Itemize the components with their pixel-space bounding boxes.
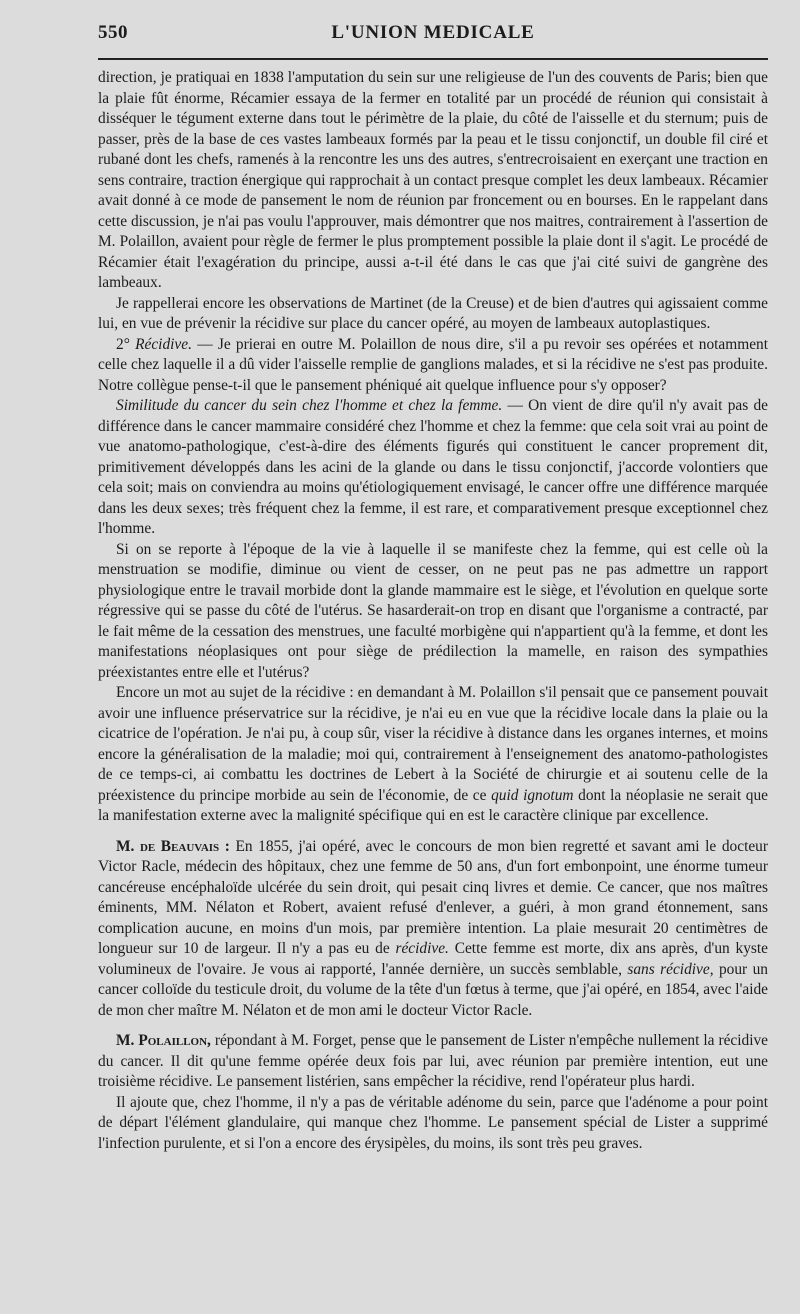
page-header [98,22,768,60]
running-title: L'UNION MEDICALE [331,22,535,43]
section-heading-recidive: Récidive. [135,335,192,353]
section-heading-similitude: Similitude du cancer du sein chez l'homme et chez la femme. [116,397,503,414]
paragraph-5: Si on se reporte à l'époque de la vie à laquelle il se manifeste chez la femme, qui est celle où la menstruation se modifie, diminue ou vient de cesser, on ne peut pas ne pas admettre un rapport physiologique entre le travail morbide dont la glande mammaire est le siège, et l'évolution en quelque sorte régressive qui se passe du côté de l'utérus. Se hasarderait-on trop en disant que l'organisme a contracté, par le fait même de la cessation des menstrues, une faculté morbigène qui n'appartient qu'à la femme, et dont les manifestations néoplasiques ont pour siège de prédilection la mamelle, en raison des sympathies préexistantes entre elle et l'utérus? [98,540,768,681]
page-number: 550 [98,22,128,43]
speaker-polaillon: M. Polaillon, [116,1032,211,1049]
body-text [98,68,768,1154]
paragraph-9: Il ajoute que, chez l'homme, il n'y a pas de véritable adénome du sein, parce que l'adénome a pour point de départ l'élément glandulaire, qui manque chez l'homme. Le pansement spécial de Lister a supprimé l'infection purulente, et si l'on a encore des érysipèles, du moins, ils sont très peu graves. [98,1093,768,1152]
paragraph-similitude: Similitude du cancer du sein chez l'homme et chez la femme. — On vient de dire qu'il n'y avait pas de différence dans le cancer mammaire considéré chez l'homme et chez la femme: que cela soit vrai au point de vue anatomo-pathologique, c'est-à-dire des éléments figurés qui constituent le cancer proprement dit, primitivement développés dans les acini de la glande ou dans le tissu conjonctif, j'accorde volontiers que cela soit; mais on conviendra au moins qu'étiologiquement envisagé, le cancer offre une différence marquée dans les deux sexes; très fréquent chez la femme, il est rare, et comparativement presque exceptionnel chez l'homme. [98,397,768,537]
paragraph-polaillon: M. Polaillon, répondant à M. Forget, pense que le pansement de Lister n'empêche nullement la récidive du cancer. Il dit qu'une femme opérée deux fois par lui, avec réunion par première intention, eut une troisième récidive. Le pansement listérien, sans empêcher la récidive, rend l'opérateur plus hardi. [98,1032,769,1090]
paragraph-6: Encore un mot au sujet de la récidive : en demandant à M. Polaillon s'il pensait que ce pansement pouvait avoir une influence préservatrice sur la récidive, je n'ai eu en vue que la récidive locale dans la plaie ou la cicatrice de l'opération. Je n'ai pu, à coup sûr, viser la récidive à distance dans les organes internes, et moins encore la généralisation de la maladie; moi qui, contrairement à l'enseignement des anatomo-pathologistes de ce temps-ci, ai combattu les doctrines de Lebert à la Société de chirurgie et ai soutenu celle de la préexistence du principe morbide au sein de l'économie, de ce quid ignotum dont la néoplasie ne serait que la manifestation externe avec la malignité spécifique qui en est le caractère clinique par excellence. [98,684,768,824]
paragraph-recidive: 2° Récidive. — Je prierai en outre M. Polaillon de nous dire, s'il a pu revoir ses opérées et notamment celle chez laquelle il a dû vider l'aisselle remplie de ganglions malades, et si la récidive ne s'est pas produite. Notre collègue pense-t-il que le pansement phéniqué ait quelque influence pour s'y opposer? [98,335,768,394]
paragraph-1: direction, je pratiquai en 1838 l'amputation du sein sur une religieuse de l'un des couvents de Paris; bien que la plaie fût énorme, Récamier essaya de la fermer en totalité par un procédé de réunion qui consistait à disséquer le tégument externe dans tout le périmètre de la plaie, du côté de l'aisselle et du sternum; puis de passer, près de la base de ces vastes lambeaux formés par la peau et le tissu conjonctif, un double fil ciré et rubané dont les chefs, ramenés à la rencontre les uns des autres, s'entrecroisaient en exerçant une traction en sens contraire, traction énergique qui rapprochait à un contact presque complet les deux lambeaux. Récamier avait donné à ce mode de pansement le nom de réunion par froncement ou en bourses. En le rappelant dans cette discussion, je n'ai pas voulu l'approuver, mais démontrer que nos maitres, contrairement à l'assertion de M. Polaillon, avaient pour règle de fermer le plus promptement possible la plaie dont il s'agit. Le procédé de Récamier était l'exagération du principe, aussi a-t-il été dans le cas que j'ai cité suivi de gangrène des lambeaux. [98,69,768,291]
paragraph-2: Je rappellerai encore les observations de Martinet (de la Creuse) et de bien d'autres qui agissaient comme lui, en vue de prévenir la récidive sur place du cancer opéré, au moyen de lambeaux autoplastiques. [98,294,768,332]
speaker-de-beauvais: M. de Beauvais : [116,837,230,855]
paragraph-de-beauvais: M. de Beauvais : En 1855, j'ai opéré, avec le concours de mon bien regretté et savant ami le docteur Victor Racle, médecin des hôpitaux, chez une femme de 50 ans, d'un fort embonpoint, une énorme tumeur cancéreuse encéphaloïde ulcérée du sein droit, qui pesait cinq livres et demie. Ce cancer, que nos maîtres éminents, MM. Nélaton et Robert, avaient refusé d'enlever, a guéri, à mon grand étonnement, sans complication aucune, en moins d'un mois, par première intention. La plaie mesurait 20 centimètres de longueur sur 10 de largeur. Il n'y a pas eu de récidive. Cette femme est morte, dix ans après, d'un kyste volumineux de l'ovaire. Je vous ai rapporté, l'année dernière, un succès semblable, sans récidive, pour un cancer colloïde du testicule droit, du volume de la tête d'un fœtus à terme, que j'ai opéré, en 1854, avec l'aide de mon cher maître M. Nélaton et de mon ami le docteur Victor Racle. [98,837,768,1019]
